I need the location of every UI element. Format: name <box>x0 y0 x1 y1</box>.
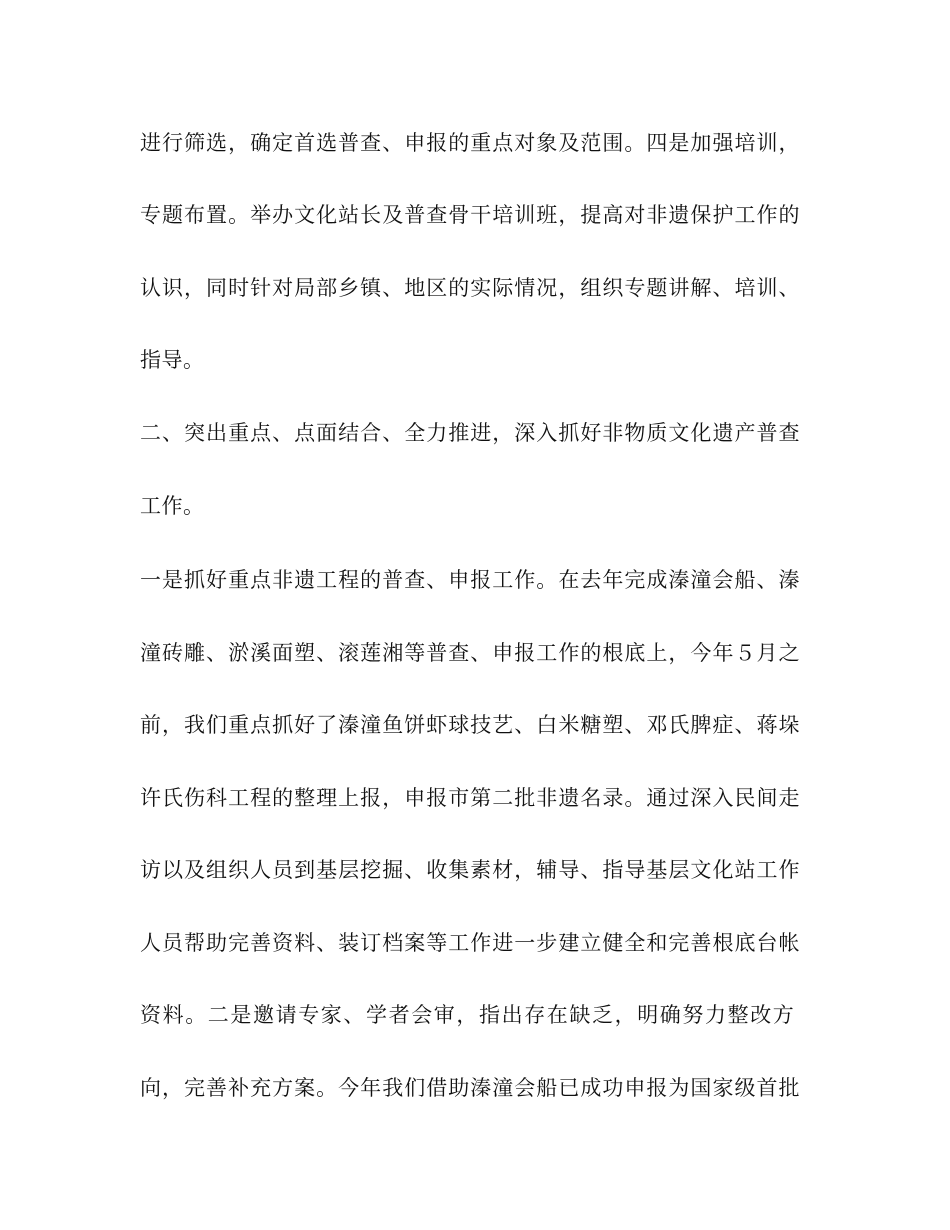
paragraph-line: 前，我们重点抓好了溱潼鱼饼虾球技艺、白米糖塑、邓氏脾症、蒋垛 <box>140 713 800 737</box>
paragraph-line: 人员帮助完善资料、装订档案等工作进一步建立健全和完善根底台帐 <box>140 931 800 955</box>
paragraph-line: 潼砖雕、淤溪面塑、滚莲湘等普查、申报工作的根底上，今年５月之 <box>140 641 800 665</box>
paragraph-line: 认识，同时针对局部乡镇、地区的实际情况，组织专题讲解、培训、 <box>140 276 800 300</box>
paragraph-line: 专题布置。举办文化站长及普查骨干培训班，提高对非遗保护工作的 <box>140 203 800 227</box>
paragraph-line: 资料。二是邀请专家、学者会审，指出存在缺乏，明确努力整改方 <box>140 1003 796 1027</box>
paragraph-line: 指导。 <box>140 348 205 372</box>
paragraph-line: 进行筛选，确定首选普查、申报的重点对象及范围。四是加强培训， <box>140 131 800 155</box>
paragraph-line: 向，完善补充方案。今年我们借助溱潼会船已成功申报为国家级首批 <box>140 1076 800 1100</box>
paragraph-line: 许氏伤科工程的整理上报，申报市第二批非遗名录。通过深入民间走 <box>140 786 800 810</box>
paragraph-line: 访以及组织人员到基层挖掘、收集素材，辅导、指导基层文化站工作 <box>140 858 800 882</box>
paragraph-line: 一是抓好重点非遗工程的普查、申报工作。在去年完成溱潼会船、溱 <box>140 568 800 592</box>
section-heading-line: 工作。 <box>140 494 205 518</box>
section-heading-line: 二、突出重点、点面结合、全力推进，深入抓好非物质文化遗产普查 <box>140 421 800 445</box>
